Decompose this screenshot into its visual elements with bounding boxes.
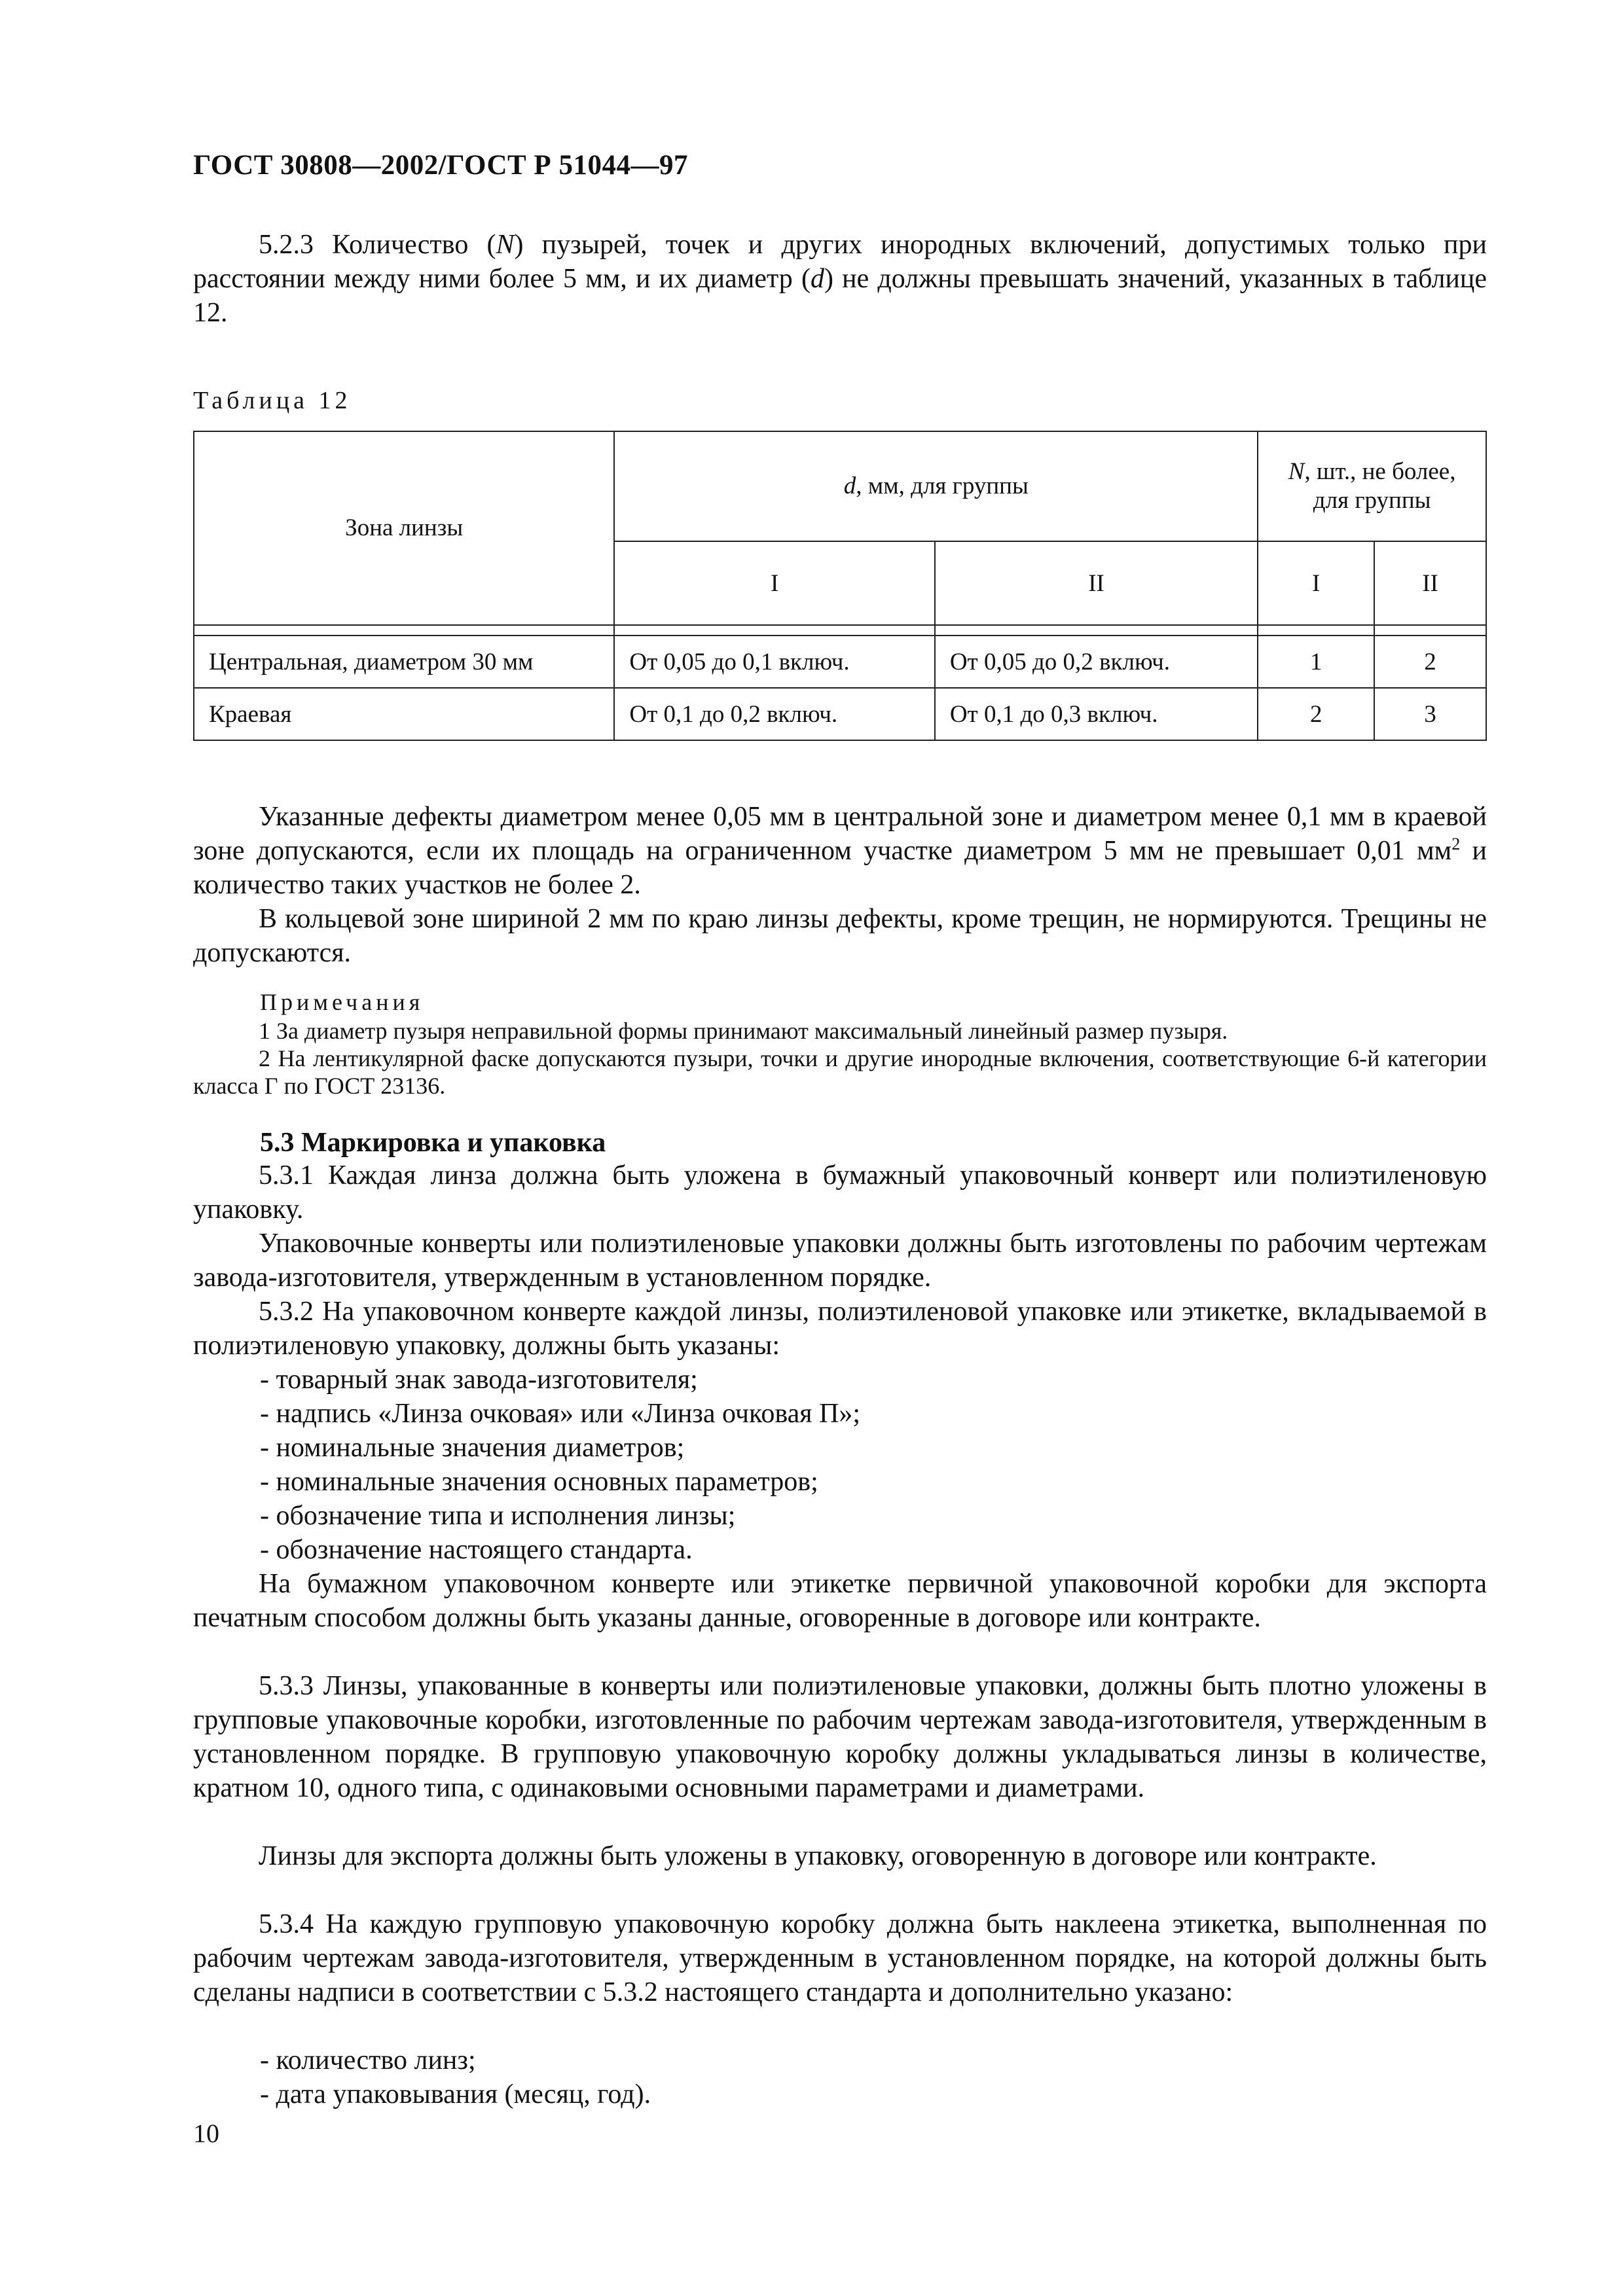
cell-zone: Центральная, диаметром 30 мм xyxy=(194,636,614,688)
paragraph-text: Указанные дефекты диаметром менее 0,05 мм в центральной зоне и диаметром менее 0,1 мм в краевой зоне допускаются, если их площадь на ограниченном участке диаметром 5 мм не превышает 0,01 мм xyxy=(193,802,1487,866)
list-item: - товарный знак завода-изготовителя; xyxy=(260,1365,698,1395)
list-item: - обозначение настоящего стандарта. xyxy=(260,1535,693,1565)
paragraph-5-3-4: 5.3.4 На каждую групповую упаковочную коробку должна быть наклеена этикетка, выполненная по рабочим чертежам завода-изготовителя, утвержденным в установленном порядке, на которой должны быть сделаны надписи в соответствии с 5.3.2 настоящего стандарта и дополнительно указано: xyxy=(193,1909,1487,2007)
header-n-group xyxy=(1258,431,1486,541)
cell-d-II: От 0,1 до 0,3 включ. xyxy=(935,688,1258,740)
page-number: 10 xyxy=(193,2119,219,2148)
header-d-I: I xyxy=(614,541,934,625)
header-n-I: I xyxy=(1258,541,1374,625)
table-caption: Таблица 12 xyxy=(193,387,352,414)
paragraph-number: 5.2.3 xyxy=(259,230,314,260)
header-zone: Зона линзы xyxy=(194,431,614,625)
paragraph-5-3-3: 5.3.3 Линзы, упакованные в конверты или полиэтиленовые упаковки, должны быть плотно уложены в групповые упаковочные коробки, изготовленные по рабочим чертежам завода-изготовителя, утвержденным в установленном порядке. В групповую упаковочную коробку должны укладываться линзы в количестве, кратном 10, одного типа, с одинаковыми основными параметрами и диаметрами. xyxy=(193,1671,1487,1803)
paragraph-5-2-3 xyxy=(193,228,1487,330)
paragraph-text: Количество (N) пузырей, точек и других инородных включений, допустимых только при расстоянии между ними более 5 мм, и их диаметр (d) не должны превышать значений, указанных в таблице 12. xyxy=(193,230,1487,328)
paragraph-defects xyxy=(193,800,1487,902)
superscript: 2 xyxy=(1451,834,1461,853)
paragraph-5-3-1: 5.3.1 Каждая линза должна быть уложена в бумажный упаковочный конверт или полиэтиленовую упаковку. xyxy=(193,1160,1487,1225)
table-row xyxy=(194,688,1486,740)
cell-n-I: 2 xyxy=(1258,688,1374,740)
list-item: - количество линз; xyxy=(260,2045,476,2075)
list-item: - надпись «Линза очковая» или «Линза очковая П»; xyxy=(260,1399,861,1429)
table-12 xyxy=(193,431,1487,741)
cell-d-I: От 0,1 до 0,2 включ. xyxy=(614,688,934,740)
header-d-II: II xyxy=(935,541,1258,625)
paragraph-ring-zone: В кольцевой зоне шириной 2 мм по краю линзы дефекты, кроме трещин, не нормируются. Трещины не допускаются. xyxy=(193,904,1487,968)
notes-title: Примечания xyxy=(260,989,424,1015)
section-title: 5.3 Маркировка и упаковка xyxy=(260,1128,606,1158)
note-item: 1 За диаметр пузыря неправильной формы принимают максимальный линейный размер пузыря. xyxy=(259,1018,1228,1044)
paragraph-text: и количество таких участков не более 2. xyxy=(193,836,1487,900)
paragraph-export-packaging: Линзы для экспорта должны быть уложены в упаковку, оговоренную в договоре или контракте. xyxy=(259,1841,1377,1871)
list-item: - номинальные значения диаметров; xyxy=(260,1433,685,1463)
cell-n-II: 3 xyxy=(1374,688,1486,740)
header-d-group-text: , мм, для группы xyxy=(856,473,1029,499)
paragraph-export-envelope: На бумажном упаковочном конверте или этикетке первичной упаковочной коробки для экспорта печатным способом должны быть указаны данные, оговоренные в договоре или контракте. xyxy=(193,1569,1487,1633)
header-n-II: II xyxy=(1374,541,1486,625)
header-d-group: d, мм, для группы xyxy=(614,431,1258,541)
cell-n-I: 1 xyxy=(1258,636,1374,688)
paragraph-5-3-2: 5.3.2 На упаковочном конверте каждой линзы, полиэтиленовой упаковке или этикетке, вкладываемой в полиэтиленовую упаковку, должны быть указаны: xyxy=(193,1297,1487,1361)
document-header: ГОСТ 30808—2002/ГОСТ Р 51044—97 xyxy=(193,150,688,181)
header-n-line2: для группы xyxy=(1313,487,1431,514)
cell-d-II: От 0,05 до 0,2 включ. xyxy=(935,636,1258,688)
paragraph-5-3-1-b: Упаковочные конверты или полиэтиленовые упаковки должны быть изготовлены по рабочим чертежам завода-изготовителя, утвержденным в установленном порядке. xyxy=(193,1229,1487,1293)
list-item: - обозначение типа и исполнения линзы; xyxy=(260,1501,736,1531)
list-item: - дата упаковывания (месяц, год). xyxy=(260,2079,651,2109)
table-row xyxy=(194,636,1486,688)
header-n-line1: N, шт., не более, xyxy=(1288,458,1456,485)
cell-zone: Краевая xyxy=(194,688,614,740)
cell-d-I: От 0,05 до 0,1 включ. xyxy=(614,636,934,688)
list-item: - номинальные значения основных параметров; xyxy=(260,1467,818,1497)
cell-n-II: 2 xyxy=(1374,636,1486,688)
note-item: 2 На лентикулярной фаске допускаются пузыри, точки и другие инородные включения, соответствующие 6-й категории класса Г по ГОСТ 23136. xyxy=(193,1045,1487,1099)
